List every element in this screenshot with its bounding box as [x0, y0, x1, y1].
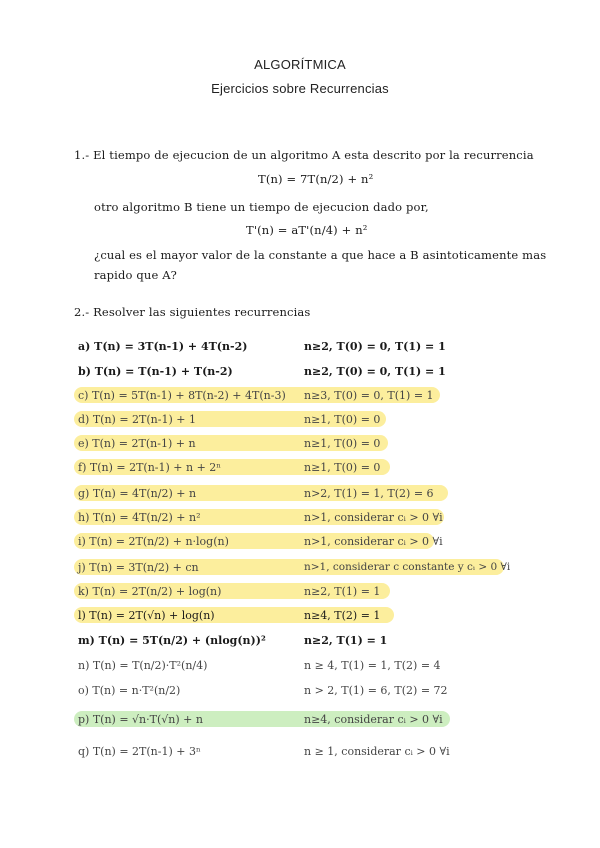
recurrence-e-cond: n≥1, T(0) = 0	[304, 437, 381, 450]
recurrence-b-cond: n≥2, T(0) = 0, T(1) = 1	[304, 365, 446, 378]
recurrence-l	[78, 609, 548, 625]
recurrence-h	[78, 511, 548, 527]
exercise2-heading: 2.- Resolver las siguientes recurrencias	[74, 305, 311, 319]
recurrence-g-cond: n>2, T(1) = 1, T(2) = 6	[304, 487, 434, 500]
exercise1-line3: ¿cual es el mayor valor de la constante a que hace a B asintoticamente mas	[94, 248, 547, 262]
recurrence-j-eq: j) T(n) = 3T(n/2) + cn	[78, 561, 199, 574]
recurrence-o-eq: o) T(n) = n·T²(n/2)	[78, 684, 181, 697]
recurrence-p-eq: p) T(n) = √n·T(√n) + n	[78, 713, 203, 726]
recurrence-g	[78, 487, 548, 503]
recurrence-o	[78, 684, 548, 700]
recurrence-q	[78, 745, 548, 761]
recurrence-m-cond: n≥2, T(1) = 1	[304, 634, 388, 647]
recurrence-j	[78, 561, 548, 577]
recurrence-f-eq: f) T(n) = 2T(n-1) + n + 2ⁿ	[78, 461, 222, 474]
recurrence-b-eq: b) T(n) = T(n-1) + T(n-2)	[78, 365, 233, 378]
exercise1-line1: 1.- El tiempo de ejecucion de un algoritmo A esta descrito por la recurrencia	[74, 148, 534, 162]
recurrence-h-eq: h) T(n) = 4T(n/2) + n²	[78, 511, 201, 524]
recurrence-l-cond: n≥4, T(2) = 1	[304, 609, 381, 622]
exercise1-line2: otro algoritmo B tiene un tiempo de ejecucion dado por,	[94, 200, 429, 214]
recurrence-a-eq: a) T(n) = 3T(n-1) + 4T(n-2)	[78, 340, 248, 353]
recurrence-b	[78, 365, 548, 381]
recurrence-g-eq: g) T(n) = 4T(n/2) + n	[78, 487, 197, 500]
recurrence-d-eq: d) T(n) = 2T(n-1) + 1	[78, 413, 196, 426]
recurrence-f-cond: n≥1, T(0) = 0	[304, 461, 381, 474]
recurrence-n-eq: n) T(n) = T(n/2)·T²(n/4)	[78, 659, 208, 672]
recurrence-n-cond: n ≥ 4, T(1) = 1, T(2) = 4	[304, 659, 441, 672]
recurrence-n	[78, 659, 548, 675]
recurrence-e-eq: e) T(n) = 2T(n-1) + n	[78, 437, 196, 450]
recurrence-k	[78, 585, 548, 601]
recurrence-k-eq: k) T(n) = 2T(n/2) + log(n)	[78, 585, 222, 598]
recurrence-e	[78, 437, 548, 453]
document-title: ALGORÍTMICA	[254, 57, 346, 72]
recurrence-o-cond: n > 2, T(1) = 6, T(2) = 72	[304, 684, 448, 697]
recurrence-c-eq: c) T(n) = 5T(n-1) + 8T(n-2) + 4T(n-3)	[78, 389, 286, 402]
recurrence-i	[78, 535, 548, 551]
recurrence-p	[78, 713, 548, 729]
recurrence-q-eq: q) T(n) = 2T(n-1) + 3ⁿ	[78, 745, 201, 758]
exercise1-formula1: T(n) = 7T(n/2) + n²	[258, 172, 374, 186]
document-subtitle: Ejercicios sobre Recurrencias	[211, 81, 389, 96]
recurrence-m	[78, 634, 548, 650]
recurrence-i-cond: n>1, considerar cᵢ > 0 ∀i	[304, 535, 443, 548]
recurrence-c	[78, 389, 548, 405]
recurrence-a-cond: n≥2, T(0) = 0, T(1) = 1	[304, 340, 446, 353]
recurrence-f	[78, 461, 548, 477]
recurrence-c-cond: n≥3, T(0) = 0, T(1) = 1	[304, 389, 434, 402]
exercise1-line4: rapido que A?	[94, 268, 177, 282]
recurrence-m-eq: m) T(n) = 5T(n/2) + (nlog(n))²	[78, 634, 266, 647]
recurrence-q-cond: n ≥ 1, considerar cᵢ > 0 ∀i	[304, 745, 450, 758]
recurrence-p-cond: n≥4, considerar cᵢ > 0 ∀i	[304, 713, 443, 726]
recurrence-a	[78, 340, 548, 356]
recurrence-j-cond: n>1, considerar c constante y cᵢ > 0 ∀i	[304, 561, 511, 573]
recurrence-h-cond: n>1, considerar cᵢ > 0 ∀i	[304, 511, 443, 524]
recurrence-d	[78, 413, 548, 429]
recurrence-k-cond: n≥2, T(1) = 1	[304, 585, 381, 598]
recurrence-i-eq: i) T(n) = 2T(n/2) + n·log(n)	[78, 535, 229, 548]
exercise1-formula2: T'(n) = aT'(n/4) + n²	[246, 223, 368, 237]
recurrence-d-cond: n≥1, T(0) = 0	[304, 413, 381, 426]
recurrence-l-eq: l) T(n) = 2T(√n) + log(n)	[78, 609, 215, 622]
